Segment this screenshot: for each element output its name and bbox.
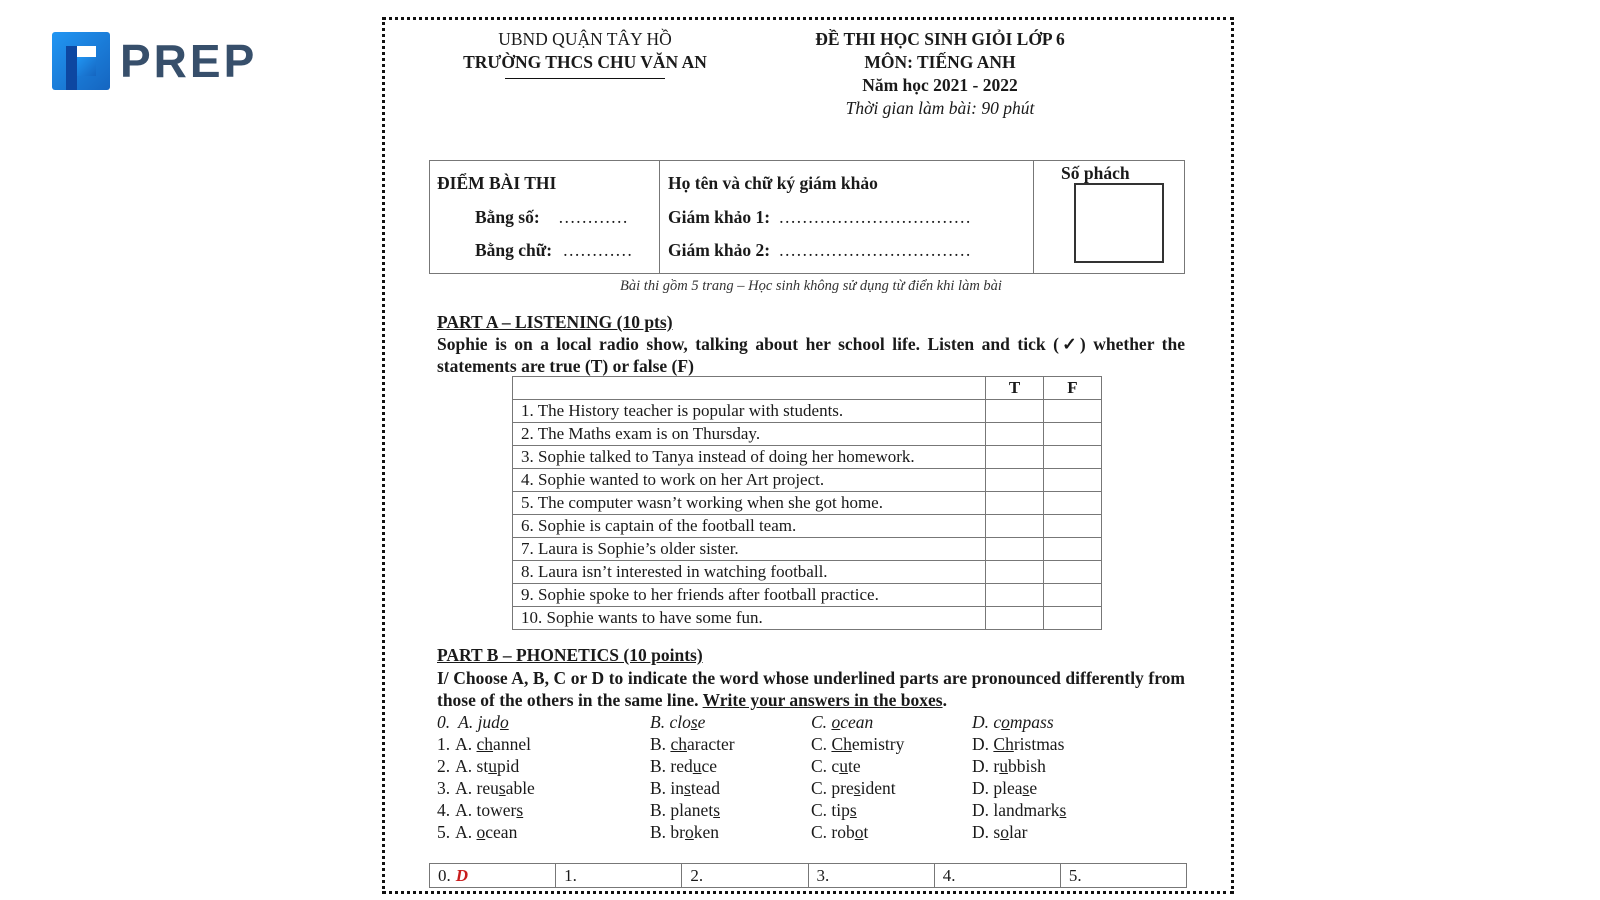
exam-sheet xyxy=(382,17,1234,894)
statement-text: 9. Sophie spoke to her friends after football practice. xyxy=(513,584,986,607)
question-number: 4. xyxy=(437,800,451,820)
examiner1-row xyxy=(668,207,971,228)
answer-box[interactable] xyxy=(682,864,808,887)
word-part: bbish xyxy=(1007,756,1046,776)
underlined-part: o xyxy=(854,822,864,842)
question-number: 1. xyxy=(437,734,451,754)
answer-box[interactable] xyxy=(430,864,556,887)
option-c xyxy=(811,755,861,777)
exam-title: ĐỀ THI HỌC SINH GIỎI LỚP 6 xyxy=(815,29,1065,49)
word-part: able xyxy=(505,778,535,798)
phonetics-row xyxy=(437,755,1185,777)
answer-box-label: 2. xyxy=(690,866,704,885)
table-header-blank xyxy=(513,377,986,400)
answer-box-label: 1. xyxy=(564,866,577,885)
underlined-part: o xyxy=(831,712,841,732)
score-box xyxy=(429,160,1185,274)
table-row xyxy=(513,492,1102,515)
part-b-instruction-emphasis: Write your answers in the boxes xyxy=(702,690,943,710)
table-row xyxy=(513,400,1102,423)
part-b-instruction xyxy=(437,667,1185,711)
word-part: aracter xyxy=(686,734,735,754)
true-tick-cell[interactable] xyxy=(986,538,1044,561)
false-tick-cell[interactable] xyxy=(1044,515,1102,538)
code-label: Số phách xyxy=(1061,163,1130,183)
false-tick-cell[interactable] xyxy=(1044,538,1102,561)
table-row xyxy=(513,607,1102,630)
part-b-title: PART B – PHONETICS (10 points) xyxy=(437,645,703,665)
true-tick-cell[interactable] xyxy=(986,561,1044,584)
examiner2-label: Giám khảo 2: xyxy=(668,240,771,260)
word-part: B. in xyxy=(650,778,685,798)
underlined-part: o xyxy=(499,712,509,732)
underlined-part: Ch xyxy=(831,734,852,754)
word-part: ident xyxy=(860,778,896,798)
word-part: C. xyxy=(811,712,832,732)
table-row xyxy=(513,561,1102,584)
word-part: lar xyxy=(1008,822,1028,842)
prep-logo-mark-icon xyxy=(52,32,110,90)
answer-box-label: 5. xyxy=(1068,866,1082,885)
underlined-part: u xyxy=(488,756,497,776)
phonetics-list xyxy=(437,711,1185,843)
word-part: e xyxy=(1029,778,1038,798)
false-tick-cell[interactable] xyxy=(1044,469,1102,492)
word-part: B. br xyxy=(650,822,685,842)
word-part: emistry xyxy=(851,734,905,754)
code-box[interactable] xyxy=(1074,183,1164,263)
statement-text: 8. Laura isn’t interested in watching football. xyxy=(513,561,986,584)
word-part: D. landmark xyxy=(972,800,1060,820)
word-part: B. xyxy=(650,734,671,754)
underlined-part: s xyxy=(516,800,524,820)
underlined-part: o xyxy=(685,822,694,842)
word-part: B. planet xyxy=(650,800,714,820)
word-part: D. xyxy=(972,734,994,754)
word-part: D. plea xyxy=(972,778,1023,798)
option-b xyxy=(650,799,720,821)
answer-box[interactable] xyxy=(1061,864,1186,887)
table-row xyxy=(513,423,1102,446)
underlined-part: s xyxy=(1022,778,1030,798)
score-words-row xyxy=(475,240,632,261)
score-number-label: Bằng số: xyxy=(475,207,540,227)
statement-text: 3. Sophie talked to Tanya instead of doing her homework. xyxy=(513,446,986,469)
phonetics-row xyxy=(437,733,1185,755)
school-name: TRƯỜNG THCS CHU VĂN AN xyxy=(463,52,707,72)
false-tick-cell[interactable] xyxy=(1044,446,1102,469)
option-c xyxy=(811,821,868,843)
question-number: 0. xyxy=(437,712,451,732)
score-words-label: Bằng chữ: xyxy=(475,240,553,260)
word-part: t xyxy=(863,822,869,842)
true-tick-cell[interactable] xyxy=(986,469,1044,492)
examiner1-label: Giám khảo 1: xyxy=(668,207,771,227)
score-number-row xyxy=(475,207,628,228)
exam-note: Bài thi gồm 5 trang – Học sinh không sử dụng từ điển khi làm bài xyxy=(620,278,1002,294)
example-answer: D xyxy=(455,866,469,885)
answer-box[interactable] xyxy=(935,864,1061,887)
answer-box[interactable] xyxy=(809,864,935,887)
false-tick-cell[interactable] xyxy=(1044,561,1102,584)
option-c xyxy=(811,799,857,821)
underlined-part: u xyxy=(839,756,848,776)
underlined-part: s xyxy=(1059,800,1067,820)
word-part: A. xyxy=(455,734,477,754)
word-part: A. tower xyxy=(455,800,517,820)
answer-box-label: 4. xyxy=(942,866,956,885)
false-tick-cell[interactable] xyxy=(1044,400,1102,423)
word-part: e xyxy=(697,712,706,732)
underlined-part: s xyxy=(690,712,698,732)
examiner1-field[interactable]: …………………………… xyxy=(778,207,971,227)
option-c xyxy=(811,733,904,755)
option-d xyxy=(972,777,1037,799)
score-number-field[interactable]: ………… xyxy=(558,207,629,227)
statement-text: 2. The Maths exam is on Thursday. xyxy=(513,423,986,446)
word-part: C. xyxy=(811,734,832,754)
district-name: UBND QUẬN TÂY HỒ xyxy=(498,29,672,49)
school-header xyxy=(425,28,745,79)
word-part: cean xyxy=(840,712,874,732)
answer-boxes xyxy=(429,863,1187,888)
column-true-header: T xyxy=(986,377,1044,400)
true-tick-cell[interactable] xyxy=(986,446,1044,469)
statement-text: 6. Sophie is captain of the football team. xyxy=(513,515,986,538)
table-header-row xyxy=(513,377,1102,400)
table-row xyxy=(513,584,1102,607)
school-year: Năm học 2021 - 2022 xyxy=(862,75,1018,95)
underlined-part: o xyxy=(1001,712,1010,732)
option-a xyxy=(437,755,519,777)
option-a xyxy=(437,777,535,799)
answer-box[interactable] xyxy=(556,864,682,887)
word-part: cean xyxy=(485,822,518,842)
option-d xyxy=(972,821,1027,843)
prep-logo[interactable] xyxy=(52,32,257,90)
false-tick-cell[interactable] xyxy=(1044,423,1102,446)
underlined-part: s xyxy=(849,800,857,820)
underlined-part: s xyxy=(853,778,861,798)
listening-table xyxy=(512,376,1102,630)
part-b-instruction-end: . xyxy=(942,690,947,710)
part-b-instruction-main: I/ Choose A, B, C or D to indicate the word whose underlined parts are pronounced differently from those of the others in the same line. xyxy=(437,668,1185,710)
false-tick-cell[interactable] xyxy=(1044,492,1102,515)
table-row xyxy=(513,515,1102,538)
word-part: te xyxy=(847,756,861,776)
underlined-part: o xyxy=(1000,822,1009,842)
code-column xyxy=(1034,161,1184,273)
word-part: D. r xyxy=(972,756,1000,776)
word-part: C. c xyxy=(811,756,840,776)
prep-logo-text: PREP xyxy=(120,35,258,87)
statement-text: 10. Sophie wants to have some fun. xyxy=(513,607,986,630)
option-d xyxy=(972,755,1046,777)
answer-box-label: 3. xyxy=(816,866,830,885)
word-part: pid xyxy=(496,756,520,776)
statement-text: 1. The History teacher is popular with students. xyxy=(513,400,986,423)
option-a xyxy=(437,733,531,755)
score-column xyxy=(430,161,660,273)
table-row xyxy=(513,538,1102,561)
underlined-part: Ch xyxy=(993,734,1014,754)
phonetics-row xyxy=(437,711,1185,733)
underlined-part: u xyxy=(692,756,702,776)
word-part: A. reu xyxy=(455,778,499,798)
word-part: A. jud xyxy=(458,712,500,732)
phonetics-row xyxy=(437,777,1185,799)
examiner-column xyxy=(660,161,1034,273)
underlined-part: s xyxy=(684,778,691,798)
statement-text: 7. Laura is Sophie’s older sister. xyxy=(513,538,986,561)
score-label: ĐIỂM BÀI THI xyxy=(437,173,557,193)
underlined-part: ch xyxy=(670,734,687,754)
exam-header xyxy=(770,28,1110,120)
exam-time: Thời gian làm bài: 90 phút xyxy=(845,98,1035,118)
true-tick-cell[interactable] xyxy=(986,515,1044,538)
part-a-title: PART A – LISTENING (10 pts) xyxy=(437,312,673,332)
answer-box-label: 0. xyxy=(438,866,451,885)
examiner2-row xyxy=(668,240,971,261)
option-a xyxy=(437,821,517,843)
header-underline xyxy=(505,78,665,79)
option-b xyxy=(650,733,735,755)
word-part: tead xyxy=(690,778,721,798)
option-a xyxy=(437,711,509,733)
part-a-instruction: Sophie is on a local radio show, talking about her school life. Listen and tick (✓) whether the statements are true (T) or false (F) xyxy=(437,334,1185,376)
true-tick-cell[interactable] xyxy=(986,607,1044,630)
word-part: ken xyxy=(693,822,720,842)
statement-text: 4. Sophie wanted to work on her Art project. xyxy=(513,469,986,492)
true-tick-cell[interactable] xyxy=(986,423,1044,446)
word-part: ce xyxy=(701,756,718,776)
word-part: A. st xyxy=(455,756,489,776)
true-tick-cell[interactable] xyxy=(986,492,1044,515)
underlined-part: u xyxy=(999,756,1008,776)
table-row xyxy=(513,446,1102,469)
option-c xyxy=(811,711,873,733)
question-number: 2. xyxy=(437,756,451,776)
true-tick-cell[interactable] xyxy=(986,400,1044,423)
question-number: 3. xyxy=(437,778,451,798)
option-d xyxy=(972,733,1064,755)
word-part: ristmas xyxy=(1013,734,1065,754)
examiner2-field[interactable]: …………………………… xyxy=(778,240,971,260)
word-part: mpass xyxy=(1009,712,1054,732)
word-part: B. red xyxy=(650,756,693,776)
score-words-field[interactable]: ………… xyxy=(562,240,633,260)
true-tick-cell[interactable] xyxy=(986,584,1044,607)
option-b xyxy=(650,711,705,733)
option-c xyxy=(811,777,896,799)
false-tick-cell[interactable] xyxy=(1044,584,1102,607)
examiner-label: Họ tên và chữ ký giám khảo xyxy=(668,173,878,193)
statement-text: 5. The computer wasn’t working when she got home. xyxy=(513,492,986,515)
option-d xyxy=(972,799,1066,821)
underlined-part: s xyxy=(713,800,720,820)
word-part: A. xyxy=(455,822,477,842)
option-b xyxy=(650,777,720,799)
option-d xyxy=(972,711,1054,733)
option-b xyxy=(650,821,719,843)
column-false-header: F xyxy=(1044,377,1102,400)
option-b xyxy=(650,755,717,777)
word-part: D. s xyxy=(972,822,1001,842)
phonetics-row xyxy=(437,821,1185,843)
question-number: 5. xyxy=(437,822,451,842)
table-row xyxy=(513,469,1102,492)
exam-subject: MÔN: TIẾNG ANH xyxy=(864,52,1016,72)
word-part: C. pre xyxy=(811,778,854,798)
underlined-part: s xyxy=(498,778,506,798)
word-part: annel xyxy=(493,734,531,754)
phonetics-row xyxy=(437,799,1185,821)
word-part: C. tip xyxy=(811,800,850,820)
false-tick-cell[interactable] xyxy=(1044,607,1102,630)
word-part: C. rob xyxy=(811,822,855,842)
word-part: B. clo xyxy=(650,712,691,732)
underlined-part: ch xyxy=(476,734,494,754)
word-part: D. c xyxy=(972,712,1002,732)
underlined-part: o xyxy=(476,822,486,842)
option-a xyxy=(437,799,523,821)
